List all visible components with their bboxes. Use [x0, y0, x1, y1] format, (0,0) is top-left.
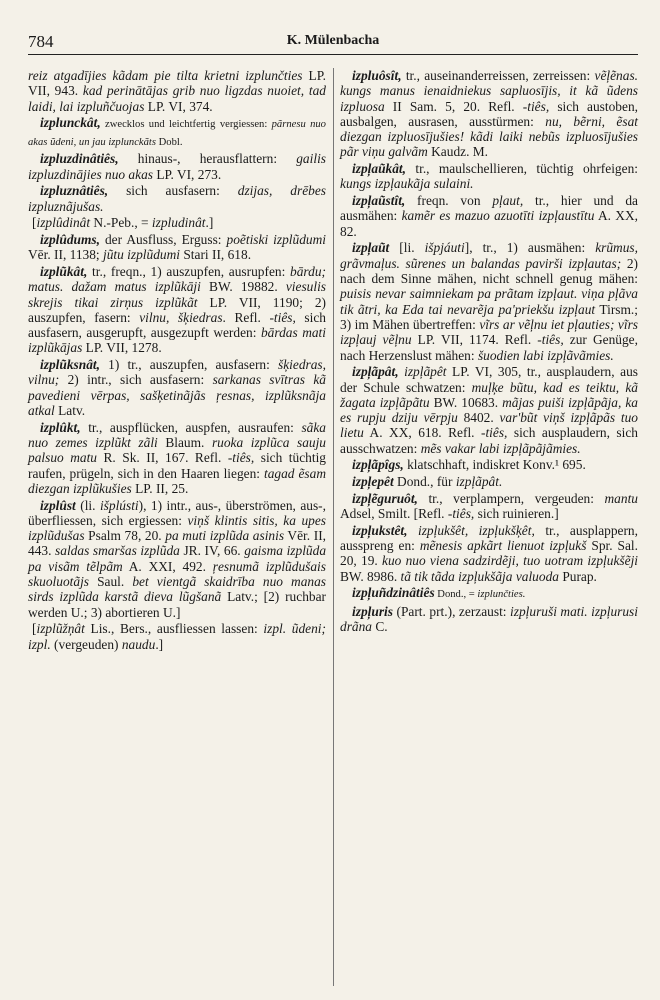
example-text: saldas smaršas izplũda	[55, 543, 180, 559]
right-column	[340, 68, 638, 988]
example-text: šķiedras, vilnu;	[28, 357, 326, 388]
gloss-text: hinaus-, herausflattern:	[118, 151, 297, 167]
dictionary-entry	[340, 193, 638, 239]
example-text: izpļukšêt, izpļukšķêt,	[417, 522, 535, 538]
example-text: tagad ẽsam diezgan izplũkušies	[28, 465, 326, 496]
example-text: vĩrs ar vẽļnu iet pļauties; vĩrs izpļauj vẽļnu	[340, 316, 638, 348]
dictionary-entry	[28, 215, 326, 230]
gloss-text: zur Genüge, nach Herzenslust mähen:	[340, 332, 638, 363]
dictionary-entry	[340, 474, 638, 489]
example-text: izplunčties.	[477, 589, 526, 601]
example-text: -tiês,	[447, 506, 475, 522]
gloss-text: klatschhaft, indiskret Konv.¹ 695.	[403, 457, 586, 473]
gloss-text: A. XX, 618. Refl.	[363, 425, 481, 441]
gloss-text: LP. VI, 305, tr., ausplaudern, aus der Schule schwatzen:	[340, 364, 638, 395]
dictionary-entry	[340, 457, 638, 472]
gloss-text: Dond., =	[434, 589, 478, 601]
gloss-text: Blaum.	[157, 434, 212, 450]
example-text: -tiês,	[537, 332, 564, 348]
dictionary-entry	[28, 357, 326, 418]
gloss-text: [	[32, 621, 37, 637]
example-text: vẽļẽnas. kungs manus ienaidniekus sapluosījis, it kã ũdens izpluosa	[340, 68, 638, 114]
dictionary-entry	[340, 161, 638, 192]
example-text: izpļãpât.	[455, 474, 503, 490]
headword: izplûdums,	[40, 231, 100, 247]
gloss-text: Purap.	[558, 568, 597, 584]
dictionary-entry	[340, 523, 638, 584]
gloss-text: Saul.	[89, 574, 133, 590]
example-text: kungs izpļaukãja sulaini.	[340, 176, 474, 192]
gloss-text: sich tüchtig raufen, prügeln, sich in den Haaren liegen:	[28, 450, 326, 481]
example-text: ruoka izplũca sauju palsuo matu	[28, 434, 326, 466]
gloss-text: tr., verplampern, vergeuden:	[417, 490, 605, 506]
gloss-text: der Ausfluss, Erguss:	[99, 231, 227, 247]
example-text: reiz atgadījies kãdam pie tilta krietni izplunčties	[28, 68, 303, 83]
gloss-text: Lis., Bers., ausfliessen lassen:	[84, 621, 264, 637]
example-text: poẽtiski izplũdumi	[226, 231, 326, 247]
headword: izpļepêt	[352, 474, 394, 490]
example-text: mẽs vakar labi izpļãpãjãmies.	[420, 440, 581, 456]
gloss-text: JR. IV, 66.	[179, 543, 245, 559]
gloss-text: Dobl.	[156, 136, 183, 148]
example-text: puisis nevar saimniekam pa prãtam izpļaut. viņa pļãva tik ãtri, ka Eda tai nevarẽja pa'priekšu izpļaut	[340, 286, 638, 317]
example-text: bet vientgã skaidrība nuo manas sirds izplũda karstã dieva lũgšanã	[28, 574, 326, 605]
gloss-text: N.-Peb., =	[90, 215, 152, 231]
dictionary-entry	[340, 68, 638, 160]
example-text: dzijas, drēbes izpluznãjušas.	[28, 183, 326, 214]
dictionary-entry	[28, 115, 326, 150]
gloss-text: LP. VII, 943.	[28, 68, 327, 99]
example-text: pa muti izplũda asinis	[165, 528, 285, 544]
example-text: izplûdinât	[36, 215, 91, 231]
gloss-text: LP. VI, 374.	[144, 98, 213, 114]
gloss-text: 1) tr., auszupfen, ausfasern:	[99, 357, 279, 373]
example-text: izplũžņât	[36, 621, 85, 637]
gloss-text: Stari II, 618.	[180, 247, 252, 263]
gloss-text: BW. 10683.	[429, 394, 503, 410]
example-text: -tiês,	[522, 98, 550, 114]
headword: izpļãpîgs,	[352, 457, 404, 473]
example-text: izpļuruši mati. izpļurusi drãna	[340, 604, 638, 635]
dictionary-entry	[28, 151, 326, 182]
gloss-text: Kaudz. M.	[427, 144, 489, 160]
gloss-text: Psalm 78, 20.	[84, 528, 166, 544]
example-text: gaisma izplũda pa visãm tẽlpãm	[28, 543, 327, 574]
gloss-text: Vēr. II, 443.	[28, 528, 326, 559]
example-text: krũmus, grãvmaļus. sũrenes un balandas pavirši izpļautas;	[340, 240, 638, 271]
gloss-text: 2) intr., sich ausfasern:	[59, 372, 213, 388]
gloss-text: tr., maulschellieren, tüchtig ohrfeigen:	[406, 161, 638, 177]
gloss-text: R. Sk. II, 167. Refl.	[97, 450, 228, 466]
dictionary-entry	[340, 585, 638, 602]
example-text: bārdu; matus. dažam matus izplũkāji	[28, 263, 326, 295]
example-text: viesulis skrejis tikai zirņus izplũkãt	[28, 279, 327, 310]
dictionary-entry	[28, 264, 326, 356]
headword: izpļuris	[352, 604, 393, 619]
left-column	[28, 68, 326, 988]
example-text: ŗesnumã izplũdušais skuoluotãjs	[28, 558, 326, 590]
example-text: -tiês,	[269, 309, 296, 325]
example-text: mantu	[604, 490, 638, 506]
gloss-text: ], tr., 1) ausmähen:	[464, 240, 596, 256]
example-text: sarkanas svītras kã pavedieni vērpas, sašķetinãjãs ŗesnas, izplũksnãja atkal	[28, 372, 327, 418]
example-text: tã tik tãda izpļukšãja valuoda	[400, 568, 559, 584]
running-head: K. Mülenbacha	[286, 33, 380, 48]
gloss-text: BW. 8986.	[340, 568, 401, 584]
example-text: išplústi	[99, 497, 139, 513]
headword: izpluznâtiês,	[40, 183, 109, 199]
dictionary-entry	[340, 491, 638, 522]
gloss-text: tr., hier und da ausmähen:	[340, 193, 638, 224]
gloss-text: tr., freqn., 1) auszupfen, ausrupfen:	[87, 263, 291, 279]
headword: izplûst	[40, 497, 76, 513]
example-text: izpludinât	[151, 215, 206, 231]
gloss-text: Tirsm.; 3) im Mähen übertreffen:	[340, 301, 638, 332]
example-text: gailis izpluzdinājies nuo akas	[28, 151, 326, 182]
dictionary-entry	[28, 183, 326, 214]
gloss-text: C.	[372, 619, 388, 635]
gloss-text: Latv.; [2) ruchbar werden U.; 3) abortieren U.]	[28, 589, 326, 620]
headword: izpluôsît,	[352, 68, 402, 83]
example-text: šuodien labi izpļãvãmies.	[477, 347, 614, 363]
headword: izpļuñdzinâtiês	[352, 585, 435, 601]
page-header	[28, 30, 638, 55]
headword: izpļẽguruôt,	[352, 490, 418, 506]
example-text: sãka nuo zemes izplũkt zãli	[28, 419, 326, 450]
example-text: -tiês,	[480, 425, 508, 441]
gloss-text: LP. VII, 1278.	[82, 340, 162, 356]
gloss-text: tr., auspflücken, auspfen, ausraufen:	[80, 419, 302, 435]
headword: izplûkt,	[40, 419, 81, 435]
dictionary-entry	[28, 232, 326, 263]
example-text: nu, bẽrni, ẽsat diezgan izpluosījušies! kãdi laiki nebũs izpluosījušies pãr viņu galvãm	[340, 113, 638, 160]
gloss-text: Dond., für	[393, 474, 456, 490]
example-text: mẽnesis apkãrt lienuot izpļukš	[419, 538, 587, 554]
example-text: viņš klintis sitis, ka upes izplũdušas	[28, 512, 326, 544]
gloss-text: sich ausfasern:	[108, 183, 238, 199]
gloss-text: (li.	[75, 497, 100, 513]
dictionary-entry	[28, 498, 326, 620]
gloss-text: LP. II, 25.	[131, 480, 189, 496]
headword: izplunckât,	[40, 115, 101, 131]
dictionary-entry	[28, 621, 326, 652]
headword: izpļaũstît,	[352, 193, 406, 209]
gloss-text: LP. VI, 273.	[152, 166, 222, 182]
gloss-text: . Refl.	[222, 309, 270, 325]
dictionary-entry	[340, 240, 638, 362]
gloss-text: .]	[155, 636, 164, 652]
headword: izplũksnât,	[40, 357, 100, 373]
gloss-text: tr., auseinanderreissen, zerreissen:	[401, 68, 595, 83]
example-text: -tiês,	[227, 450, 255, 466]
gloss-text: sich ausplaudern, sich ausschwatzen:	[340, 425, 638, 456]
headword: izpļukstêt,	[352, 522, 408, 538]
headword: izpļaũkât,	[352, 161, 406, 177]
example-text: pļaut,	[492, 193, 524, 209]
gloss-text: 2) nach dem Sinne mähen, nicht schnell genug mähen:	[340, 255, 638, 287]
gloss-text: A. XX, 82.	[340, 208, 638, 239]
headword: izpluzdinâtiês,	[40, 151, 119, 167]
gloss-text: sich ausfasern, ausgerupft, ausgezupft werden:	[28, 309, 327, 341]
gloss-text: LP. VII, 1190; 2) auszupfen, fasern:	[28, 294, 326, 325]
example-text: izpļãpêt	[404, 364, 447, 380]
gloss-text: Spr. Sal. 20, 19.	[340, 538, 638, 569]
gloss-text: II Sam. 5, 20. Refl.	[384, 98, 523, 114]
gloss-text: (Part. prt.), zerzaust:	[392, 604, 511, 619]
example-text: jũtu izplũdumi	[103, 247, 181, 263]
gloss-text: sich ruinieren.]	[474, 506, 559, 522]
dictionary-entry	[340, 364, 638, 456]
gloss-text: tr., ausplappern, ausspreng en:	[340, 522, 638, 554]
gloss-text: Adsel, Smilt. [Refl.	[340, 506, 448, 522]
gloss-text: zwecklos und leichtfertig vergiessen:	[100, 119, 272, 131]
gloss-text: .]	[205, 215, 214, 231]
example-text: muļķe bũtu, kad es teiktu, kã žagata izpļãpãtu	[340, 379, 638, 410]
gloss-text: 8402.	[457, 410, 500, 426]
dictionary-entry	[28, 420, 326, 496]
gloss-text: A. XXI, 492.	[122, 558, 213, 574]
gloss-text: [	[32, 215, 37, 231]
headword: izplũkât,	[40, 263, 88, 279]
example-text: izpl. ũdeni; izpl.	[28, 621, 326, 652]
gloss-text: BW. 19882.	[200, 279, 286, 295]
column-divider	[333, 68, 334, 986]
gloss-text: (vergeuden)	[50, 636, 122, 652]
gloss-text: Vēr. II, 1138;	[28, 247, 103, 263]
example-text: išpjáuti	[424, 240, 465, 256]
example-text: kuo nuo vienа sadzirdẽji, tuo uotram izpļukšẽji	[382, 553, 639, 569]
gloss-text	[407, 523, 417, 538]
gloss-text: sich austoben, ausbalgen, ausrasen, ausstürmen:	[340, 98, 638, 129]
example-text: vilnu, šķiedras	[139, 309, 223, 325]
gloss-text: ), 1) intr., aus-, überströmen, aus-, überfliessen, sich ergiessen:	[28, 497, 326, 528]
headword: izpļãpât,	[352, 364, 399, 380]
example-text: kamẽr es mazuo azuotīti izpļaustītu	[401, 208, 595, 224]
gloss-text: freqn. von	[405, 193, 493, 209]
dictionary-entry	[28, 68, 326, 114]
example-text: pãrnesu nuo akas ũdeni, un jau izplunckãts	[28, 119, 326, 148]
example-text: var'bũt viņš izpļãpãs tuo lietu	[340, 410, 638, 441]
example-text: naudu	[121, 636, 156, 652]
example-text: kad perinātājas grib nuo ligzdas nuoiet, tad laidi, lai izpluñčuojas	[28, 83, 326, 114]
headword: izpļaũt	[352, 240, 390, 256]
gloss-text: [li.	[389, 240, 425, 256]
page-number: 784	[28, 32, 54, 51]
gloss-text: Latv.	[54, 402, 86, 418]
dictionary-entry	[340, 604, 638, 635]
gloss-text: LP. VII, 1174. Refl.	[411, 332, 538, 348]
example-text: bārdas mati izplũkājas	[28, 325, 326, 356]
example-text: mãjas puiši izpļãpãja, ka es rupju dziju vērpju	[340, 394, 638, 426]
